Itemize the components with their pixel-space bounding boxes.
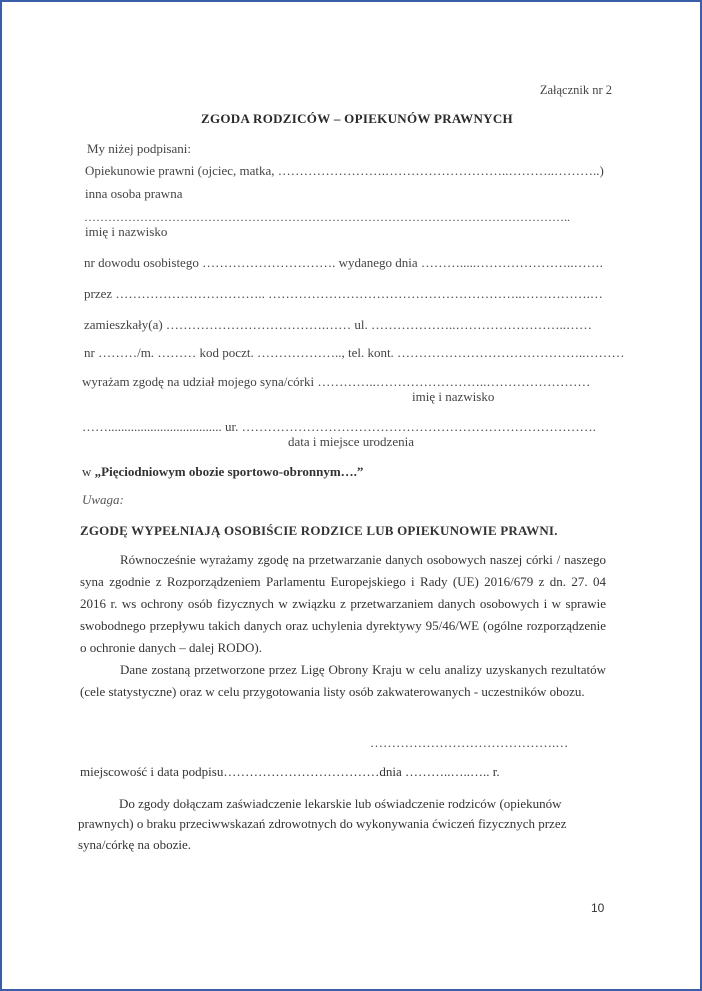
note-text: ZGODĘ WYPEŁNIAJĄ OSOBIŚCIE RODZICE LUB OPIEKUNOWIE PRAWNI.: [80, 523, 558, 538]
camp-prefix: w: [82, 464, 95, 479]
camp-line: [82, 464, 363, 480]
name-caption: imię i nazwisko: [85, 224, 168, 239]
birth-caption: data i miejsce urodzenia: [288, 434, 414, 449]
name-field[interactable]: …………………………………………………………………………………………………………..: [84, 210, 570, 224]
guardians-field[interactable]: Opiekunowie prawni (ojciec, matka, …………………….………………………..………..………..): [85, 163, 604, 178]
place-date-field[interactable]: miejscowość i data podpisu………………………………dnia ………..…..….. r.: [80, 764, 500, 779]
rodo-paragraph: [80, 549, 606, 659]
purpose-paragraph: [80, 659, 606, 703]
medical-line-3: syna/córkę na obozie.: [78, 837, 191, 852]
other-person-label: inna osoba prawna: [85, 186, 183, 201]
page-number: 10: [591, 901, 605, 915]
medical-line-1: Do zgody dołączam zaświadczenie lekarskie lub oświadczenie rodziców (opiekunów: [119, 796, 562, 811]
signature-field[interactable]: …………………………………….…: [370, 735, 569, 750]
attachment-label: Załącznik nr 2: [539, 83, 612, 97]
consent-child-field[interactable]: wyrażam zgodę na udział mojego syna/córki …………..……………………..……………………: [82, 374, 591, 389]
contact-field[interactable]: nr ………/m. ……… kod poczt. ……………….., tel. kont. ……………………………………..………: [84, 345, 625, 360]
note-label: Uwaga:: [82, 492, 124, 507]
address-field[interactable]: zamieszkały(a) ……………………………….…… ul. ………………..……………………..……: [84, 317, 593, 332]
rodo-text: Równocześnie wyrażamy zgodę na przetwarzanie danych osobowych naszej córki / naszego syna zgodnie z Rozporządzeniem Parlamentu Europejskiego i Rady (UE) 2016/679 z dn. 27. 04 2016 r. ws ochrony osób fizycznych w związku z przetwarzaniem danych osobowych i w sprawie swobodnego przepływu takich danych oraz uchylenia dyrektywy 95/46/WE (ogólne rozporządzenie o ochronie danych – dalej RODO).: [80, 552, 606, 655]
document-title: ZGODA RODZICÓW – OPIEKUNÓW PRAWNYCH: [201, 111, 513, 126]
camp-name: „Pięciodniowym obozie sportowo-obronnym….”: [94, 464, 364, 479]
purpose-text: Dane zostaną przetworzone przez Ligę Obrony Kraju w celu analizy uzyskanych rezultatów (cele statystyczne) oraz w celu przygotowania listy osób zakwaterowanych - uczestników obozu.: [80, 662, 606, 699]
id-number-field[interactable]: nr dowodu osobistego …………………………. wydanego dnia ……….....…………………..…….: [84, 255, 603, 270]
issued-by-field[interactable]: przez …………………………….. …………………………………………………..…………….…: [84, 286, 603, 301]
medical-line-2: prawnych) o braku przeciwwskazań zdrowotnych do wykonywania ćwiczeń fizycznych przez: [78, 816, 567, 831]
intro-text: My niżej podpisani:: [87, 141, 191, 156]
birth-field[interactable]: ……................................... ur. ……………………………………………………………………….: [82, 419, 596, 434]
child-name-caption: imię i nazwisko: [412, 389, 495, 404]
